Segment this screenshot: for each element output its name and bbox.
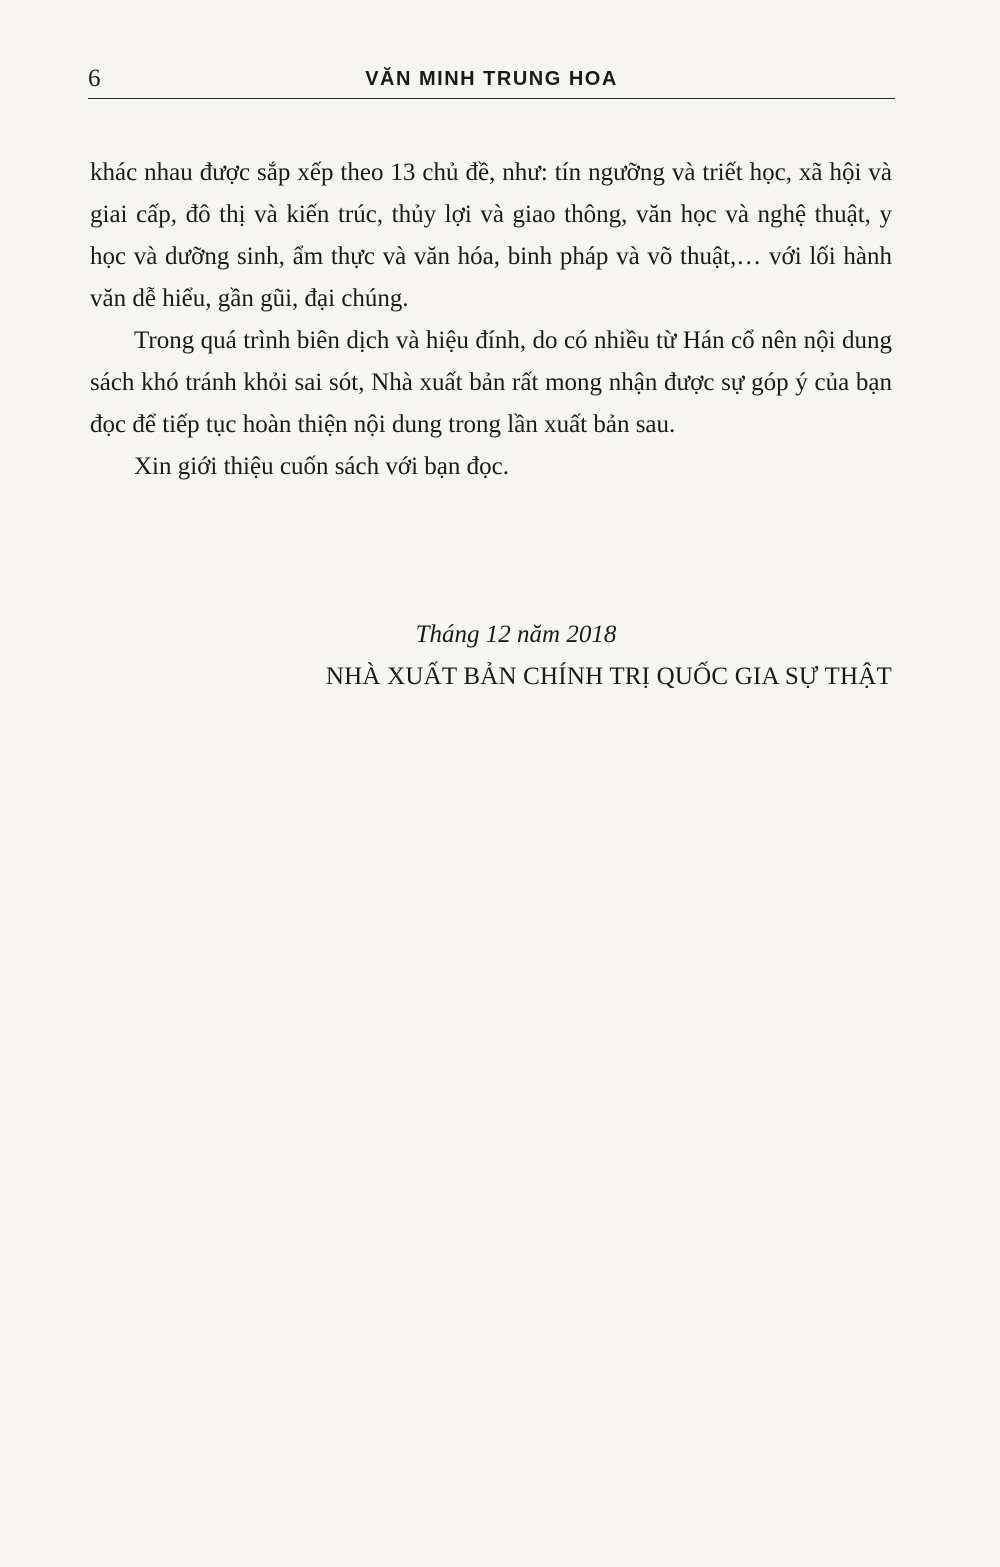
page-number: 6 [88, 65, 101, 92]
signature-date: Tháng 12 năm 2018 [415, 621, 617, 648]
paragraph-continuation: khác nhau được sắp xếp theo 13 chủ đề, như: tín ngưỡng và triết học, xã hội và giai cấp, đô thị và kiến trúc, thủy lợi và giao thông, văn học và nghệ thuật, y học và dưỡng sinh, ẩm thực và văn hóa, binh pháp và võ thuật,… với lối hành văn dễ hiểu, gần gũi, đại chúng. [90, 159, 892, 312]
body-text [90, 152, 892, 488]
paragraph-errata-note: Trong quá trình biên dịch và hiệu đính, do có nhiều từ Hán cổ nên nội dung sách khó tránh khỏi sai sót, Nhà xuất bản rất mong nhận được sự góp ý của bạn đọc để tiếp tục hoàn thiện nội dung trong lần xuất bản sau. [90, 327, 892, 438]
signature-block [90, 614, 892, 698]
paragraph-introduction: Xin giới thiệu cuốn sách với bạn đọc. [134, 453, 509, 480]
running-title: VĂN MINH TRUNG HOA [365, 68, 618, 90]
signature-organization: NHÀ XUẤT BẢN CHÍNH TRỊ QUỐC GIA SỰ THẬT [325, 663, 892, 690]
page-header [88, 62, 895, 99]
